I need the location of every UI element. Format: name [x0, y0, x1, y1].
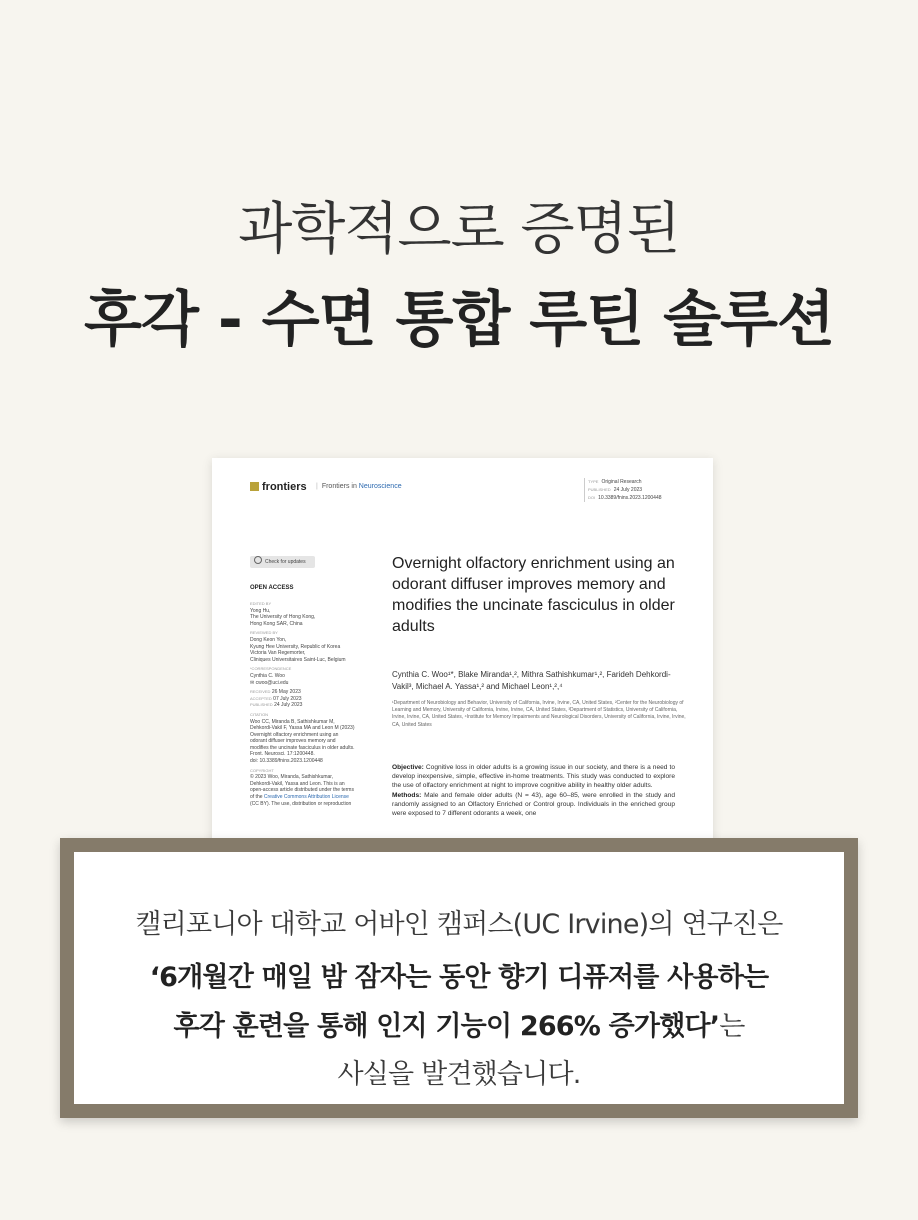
caption-line-2: ‘6개월간 매일 밤 잠자는 동안 향기 디퓨저를 사용하는 [149, 962, 769, 993]
caption-box [60, 838, 858, 1118]
caption-line-1: 캘리포니아 대학교 어바인 캠퍼스(UC Irvine)의 연구진은 [135, 909, 783, 940]
check-for-updates-badge: Check for updates [250, 556, 315, 568]
paper-authors: Cynthia C. Woo¹*, Blake Miranda¹,², Mithra Sathishkumar¹,², Farideh Dehkordi-Vakil³, Michael A. Yassa¹,² and Michael Leon¹,²,⁴ [392, 670, 671, 691]
journal-name: | Frontiers in Neuroscience [316, 483, 402, 490]
paper-meta: TYPE Original Research PUBLISHED 24 July 2023 DOI 10.3389/fnins.2023.1200448 [584, 478, 662, 502]
frontiers-logo: frontiers [250, 481, 307, 493]
research-paper-image [212, 458, 713, 848]
update-icon [254, 556, 262, 564]
paper-title: Overnight olfactory enrichment using an odorant diffuser improves memory and modifies the uncinate fasciculus in older adults [392, 555, 675, 635]
paper-affiliations: ¹Department of Neurobiology and Behavior, University of California, Irvine, Irvine, CA, United States, ²Center for the Neurobiology of Learning and Memory, University of California, Irvine, Irvine, CA, United States, ³Department of Statistics, University of California, Irvine, Irvine, CA, United States, ⁴Institute for Memory Impairments and Neurological Disorders, University of California, Irvine, Irvine, CA, United States [392, 700, 686, 728]
open-access-label: OPEN ACCESS [250, 585, 294, 591]
headline-line-2: 후각 - 수면 통합 루틴 솔루션 [84, 285, 834, 355]
caption-line-3: 후각 훈련을 통해 인지 기능이 266% 증가했다’는 [173, 1011, 745, 1042]
caption-line-4: 사실을 발견했습니다. [337, 1059, 581, 1090]
paper-sidebar: EDITED BY Yong Hu, The University of Hong Kong, Hong Kong SAR, China REVIEWED BY Dong Keon Yon, Kyung Hee University, Republic of Korea Victoria Van Regemorter, Cliniques Universitaires Saint-Luc, Belgium *CORRESPONDENCE Cynthia C. Woo ✉ cwoo@uci.edu RECEIVED 26 May 2023 ACCEPTED 07 July 2023 PUBLISHED 24 July 2023 CITATION Woo CC, Miranda B, Sathishkumar M, Dehkordi-Vakil F, Yassa MA and Leon M (2023) Overnight olfactory enrichment using an odorant diffuser improves memory and modifies the uncinate fasciculus in older adults. Front. Neurosci. 17:1200448. doi: 10.3389/fnins.2023.1200448 COPYRIGHT © 2023 Woo, Miranda, Sathishkumar, Dehkordi-Vakil, Yassa and Leon. This is an open-access article distributed under the terms of the Creative Commons Attribution License (CC BY). The use, distribution or reproduction [250, 601, 355, 807]
headline-line-1: 과학적으로 증명된 [238, 197, 680, 262]
frontiers-logo-icon [250, 482, 259, 491]
paper-abstract: Objective: Cognitive loss in older adults is a growing issue in our society, and there is a need to develop inexpensive, simple, effective in-home treatments. This study was conducted to explore the use of olfactory enrichment at night to improve cognitive ability in healthy older adults. Methods: Male and female older adults (N = 43), age 60–85, were enrolled in the study and randomly assigned to an Olfactory Enriched or Control group. Individuals in the enriched group were exposed to 7 different odorants a week, one [392, 764, 675, 817]
